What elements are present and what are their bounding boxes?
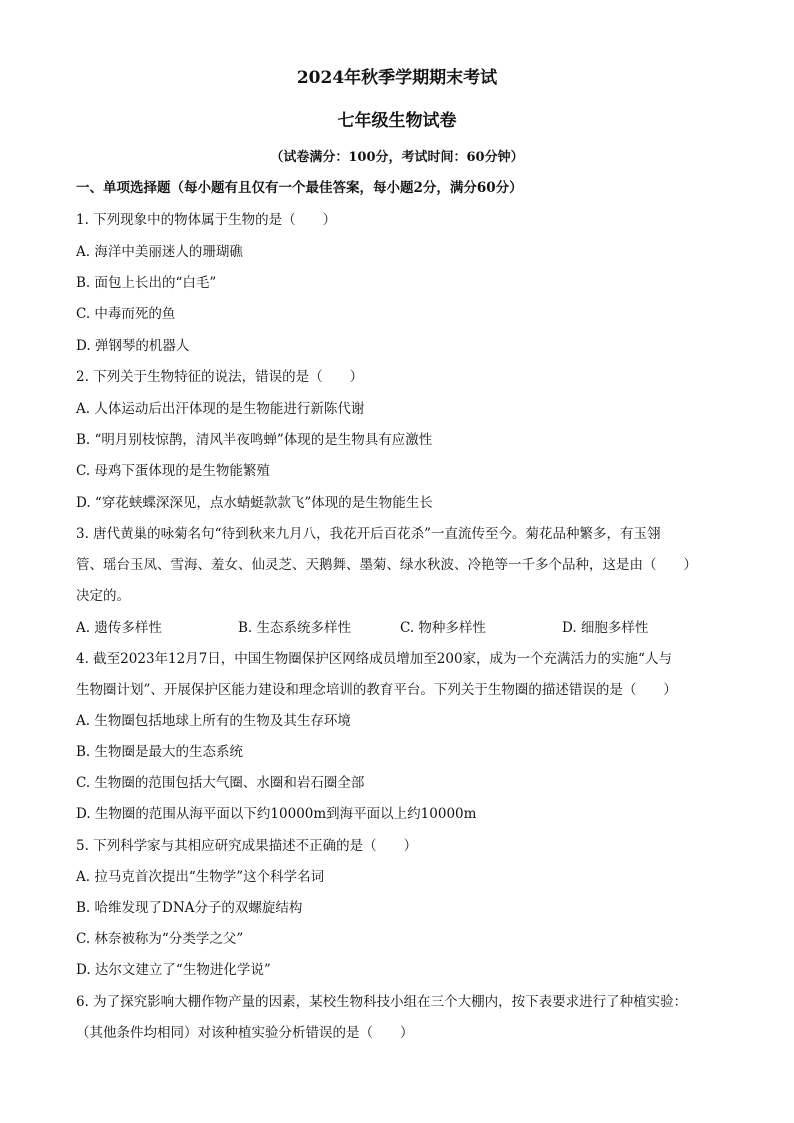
option-a: A. 拉马克首次提出“生物学”这个科学名词: [76, 869, 325, 885]
option-d: D. 弹钢琴的机器人: [76, 338, 190, 354]
question-stem: 2. 下列关于生物特征的说法，错误的是（ ）: [76, 369, 364, 385]
question-stem-continued: （其他条件均相同）对该种植实验分析错误的是（ ）: [76, 1025, 414, 1041]
option-d: D. 细胞多样性: [562, 620, 649, 636]
option-d: D. 达尔文建立了“生物进化学说”: [76, 962, 271, 978]
option-b: B. 生物圈是最大的生态系统: [76, 744, 244, 760]
option-row: [76, 616, 716, 636]
option-b: B. 哈维发现了DNA分子的双螺旋结构: [76, 900, 303, 916]
option-a: A. 海洋中美丽迷人的珊瑚礁: [76, 244, 243, 260]
question-stem: 5. 下列科学家与其相应研究成果描述不正确的是（ ）: [76, 838, 418, 854]
question-stem: 1. 下列现象中的物体属于生物的是（ ）: [76, 212, 337, 228]
option-b: B. “明月别枝惊鹊，清风半夜鸣蝉”体现的是生物具有应激性: [76, 432, 433, 448]
section-heading: 一、单项选择题（每小题有且仅有一个最佳答案，每小题2分，满分60分）: [76, 180, 523, 196]
exam-title: 2024年秋季学期期末考试: [296, 68, 498, 88]
option-c: C. 中毒而死的鱼: [76, 306, 176, 322]
option-c: C. 母鸡下蛋体现的是生物能繁殖: [76, 463, 270, 479]
question-stem-continued: 决定的。: [76, 588, 130, 604]
option-a: A. 人体运动后出汗体现的是生物能进行新陈代谢: [76, 401, 365, 417]
exam-info: （试卷满分：100分，考试时间：60分钟）: [270, 150, 524, 165]
option-c: C. 林奈被称为“分类学之父”: [76, 931, 244, 947]
question-stem: 4. 截至2023年12月7日，中国生物圈保护区网络成员增加至200家，成为一个充满活力的实施“人与: [76, 651, 672, 667]
option-b: B. 生态系统多样性: [238, 620, 352, 636]
question-stem-continued: 管、瑶台玉凤、雪海、羞女、仙灵芝、天鹅舞、墨菊、绿水秋波、冷艳等一千多个品种，这是由（ ）: [76, 557, 697, 573]
option-a: A. 遗传多样性: [76, 620, 162, 636]
option-b: B. 面包上长出的“白毛”: [76, 275, 217, 291]
option-d: D. “穿花蛱蝶深深见，点水蜻蜓款款飞”体现的是生物能生长: [76, 495, 433, 511]
exam-subtitle: 七年级生物试卷: [337, 111, 457, 131]
question-stem-continued: 生物圈计划”、开展保护区能力建设和理念培训的教育平台。下列关于生物圈的描述错误的是（ ）: [76, 682, 677, 698]
question-stem: 3. 唐代黄巢的咏菊名句“待到秋来九月八，我花开后百花杀”一直流传至今。菊花品种繁多，有玉翎: [76, 526, 661, 542]
option-c: C. 物种多样性: [400, 620, 486, 636]
option-a: A. 生物圈包括地球上所有的生物及其生存环境: [76, 713, 351, 729]
question-stem: 6. 为了探究影响大棚作物产量的因素，某校生物科技小组在三个大棚内，按下表要求进行了种植实验：: [76, 994, 688, 1010]
option-c: C. 生物圈的范围包括大气圈、水圈和岩石圈全部: [76, 775, 365, 791]
option-d: D. 生物圈的范围从海平面以下约10000m到海平面以上约10000m: [76, 806, 477, 822]
